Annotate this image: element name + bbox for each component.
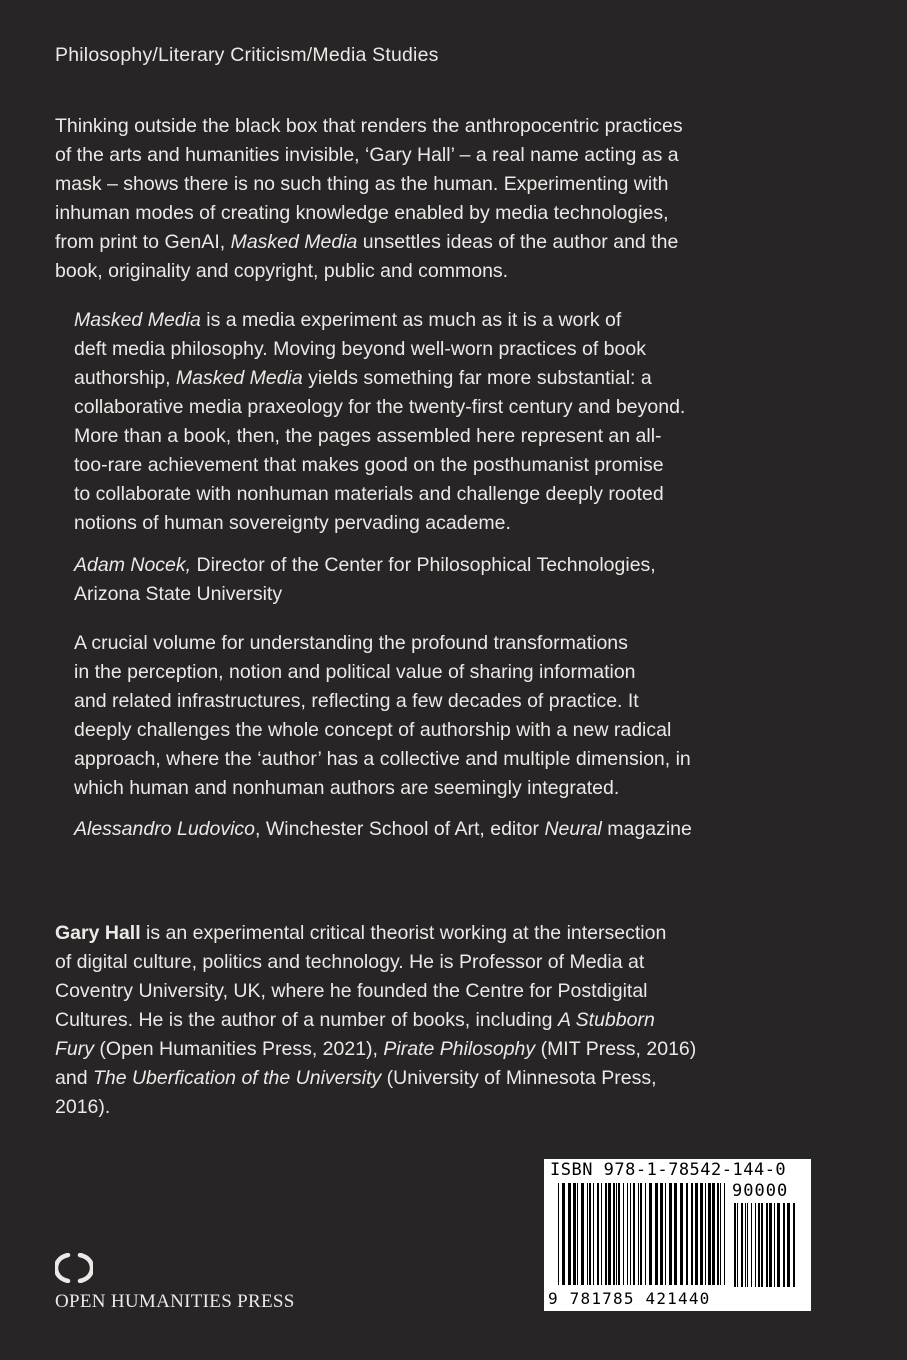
text-line [74,745,834,774]
text-line [55,228,855,257]
text-line [74,551,834,580]
text-segment: deft media philosophy. Moving beyond well-worn practices of book [74,338,646,360]
italic-title: Adam Nocek, [74,554,192,576]
text-segment: Arizona State University [74,583,283,605]
barcode-bar [793,1203,795,1287]
text-segment: yields something far more substantial: a [302,367,652,389]
barcode-bar [613,1183,615,1285]
text-segment: and related infrastructures, reflecting a few decades of practice. It [74,690,639,712]
barcode-bar [562,1183,565,1285]
text-segment: , Winchester School of Art, editor [255,818,545,840]
text-line [74,422,834,451]
barcode-bar [577,1183,578,1285]
text-segment: approach, where the ‘author’ has a collective and multiple dimension, in [74,748,691,770]
text-segment: Director of the Center for Philosophical Technologies, [191,554,656,576]
barcode-bar [558,1183,559,1285]
italic-title: Masked Media [230,231,358,253]
text-segment: notions of human sovereignty pervading academe. [74,512,511,534]
text-segment: Cultures. He is the author of a number of books, including [55,1009,558,1031]
barcode-addon-bars [734,1203,804,1287]
text-segment: authorship, [74,367,176,389]
barcode-bar [691,1183,693,1285]
barcode-bar [638,1183,639,1285]
text-line [74,815,864,844]
barcode-bar [605,1183,607,1285]
barcode-bar [655,1183,658,1285]
text-segment: from print to GenAI, [55,231,231,253]
barcode-bar [623,1183,624,1285]
barcode-bar [618,1183,620,1285]
text-segment: mask – shows there is no such thing as the human. Experimenting with [55,173,669,195]
text-segment: (University of Minnesota Press, [381,1067,657,1089]
barcode-bar [665,1183,666,1285]
text-segment: of the arts and humanities invisible, ‘Gary Hall’ – a real name acting as a [55,144,679,166]
barcode-bar [633,1183,635,1285]
text-line [74,364,834,393]
barcode-bar [783,1203,785,1287]
barcode-bar [640,1183,642,1285]
barcode-bar [761,1203,763,1287]
barcode-bar [608,1183,611,1285]
barcode-bar [700,1183,703,1285]
text-line [74,687,834,716]
text-segment: in the perception, notion and political value of sharing information [74,661,636,683]
barcode-bar [766,1203,768,1287]
isbn-label: ISBN 978-1-78542-144-0 [550,1160,787,1180]
barcode-bar [758,1203,760,1287]
barcode-bar [769,1203,772,1287]
barcode-bar [695,1183,698,1285]
text-line [74,658,834,687]
text-line [74,480,834,509]
barcode-addon-label: 90000 [732,1181,789,1201]
text-segment: Coventry University, UK, where he founded the Centre for Postdigital [55,980,648,1002]
text-segment: 2016). [55,1096,111,1118]
text-segment: A crucial volume for understanding the profound transformations [74,632,628,654]
barcode-bar [774,1203,775,1287]
barcode-digits: 9 781785 421440 [548,1289,711,1308]
text-line [74,451,834,480]
text-segment: (Open Humanities Press, 2021), [94,1038,384,1060]
barcode-bar [674,1183,677,1285]
text-line [74,629,834,658]
italic-title: Neural [544,818,602,840]
text-segment: too-rare achievement that makes good on the posthumanist promise [74,454,664,476]
text-line [74,580,834,609]
italic-title: Masked Media [74,309,201,331]
text-segment: is a media experiment as much as it is a work of [200,309,622,331]
barcode-bar [573,1183,576,1285]
barcode-bar [717,1183,719,1285]
barcode-bar [686,1183,688,1285]
barcode-bar [627,1183,628,1285]
blurb-paragraph [55,112,855,286]
text-line [55,141,855,170]
italic-title: Fury [55,1038,94,1060]
text-line [55,112,855,141]
isbn-barcode [544,1159,811,1311]
italic-title: Alessandro Ludovico [74,818,256,840]
text-line [55,1064,845,1093]
barcode-bar [741,1203,743,1287]
text-line [74,509,834,538]
italic-title: Masked Media [175,367,303,389]
text-line [74,393,834,422]
text-segment: inhuman modes of creating knowledge enabled by media technologies, [55,202,669,224]
text-segment: unsettles ideas of the author and the [357,231,679,253]
barcode-bar [680,1183,683,1285]
text-line [55,1093,845,1122]
text-segment: Thinking outside the black box that renders the anthropocentric practices [55,115,683,137]
text-segment: More than a book, then, the pages assembled here represent an all- [74,425,662,447]
barcode-bar [734,1203,736,1287]
text-line [74,335,834,364]
barcode-bar [645,1183,646,1285]
barcode-bar [581,1183,584,1285]
text-line [55,948,845,977]
bold-name: Gary Hall [55,922,141,944]
barcode-bar [597,1183,599,1285]
italic-title: Pirate Philosophy [383,1038,536,1060]
barcode-bar [589,1183,591,1285]
barcode-bar [568,1183,571,1285]
text-line [74,716,834,745]
barcode-bar [649,1183,652,1285]
text-segment: collaborative media praxeology for the twenty-first century and beyond. [74,396,686,418]
barcode-bar [777,1203,780,1287]
barcode-bar [787,1203,790,1287]
text-segment: is an experimental critical theorist working at the intersection [140,922,667,944]
text-segment: (MIT Press, 2016) [535,1038,697,1060]
text-line [74,774,834,803]
barcode-bar [708,1183,711,1285]
endorsement-quote-nocek [74,306,834,538]
text-segment: magazine [601,818,692,840]
text-line [55,977,845,1006]
italic-title: A Stubborn [557,1009,655,1031]
endorsement-attribution-ludovico [74,815,864,844]
endorsement-quote-ludovico [74,629,834,803]
text-line [55,1006,845,1035]
barcode-bar [724,1183,725,1285]
barcode-bar [755,1203,756,1287]
barcode-bar [720,1183,721,1285]
barcode-bars [558,1183,728,1285]
text-line [55,199,855,228]
barcode-bar [616,1183,617,1285]
publisher-name: OPEN HUMANITIES PRESS [55,1291,295,1312]
open-parentheses-logo-icon [55,1253,93,1283]
category-label: Philosophy/Literary Criticism/Media Studies [55,44,439,66]
text-line [55,919,845,948]
barcode-bar [587,1183,588,1285]
author-bio [55,919,845,1122]
italic-title: The Uberfication of the University [92,1067,382,1089]
text-line [74,306,834,335]
text-segment: to collaborate with nonhuman materials and challenge deeply rooted [74,483,664,505]
barcode-bar [751,1203,752,1287]
text-segment: deeply challenges the whole concept of authorship with a new radical [74,719,672,741]
barcode-bar [630,1183,631,1285]
barcode-bar [745,1203,746,1287]
endorsement-attribution-nocek [74,551,834,609]
barcode-bar [601,1183,602,1285]
text-segment: of digital culture, politics and technology. He is Professor of Media at [55,951,645,973]
text-line [55,257,855,286]
barcode-bar [660,1183,663,1285]
barcode-bar [712,1183,715,1285]
text-segment: and [55,1067,93,1089]
barcode-bar [593,1183,594,1285]
text-segment: which human and nonhuman authors are seemingly integrated. [74,777,620,799]
barcode-bar [747,1203,748,1287]
text-line [55,170,855,199]
barcode-bar [737,1203,738,1287]
barcode-bar [705,1183,706,1285]
text-segment: book, originality and copyright, public and commons. [55,260,509,282]
text-line [55,1035,845,1064]
barcode-bar [669,1183,672,1285]
